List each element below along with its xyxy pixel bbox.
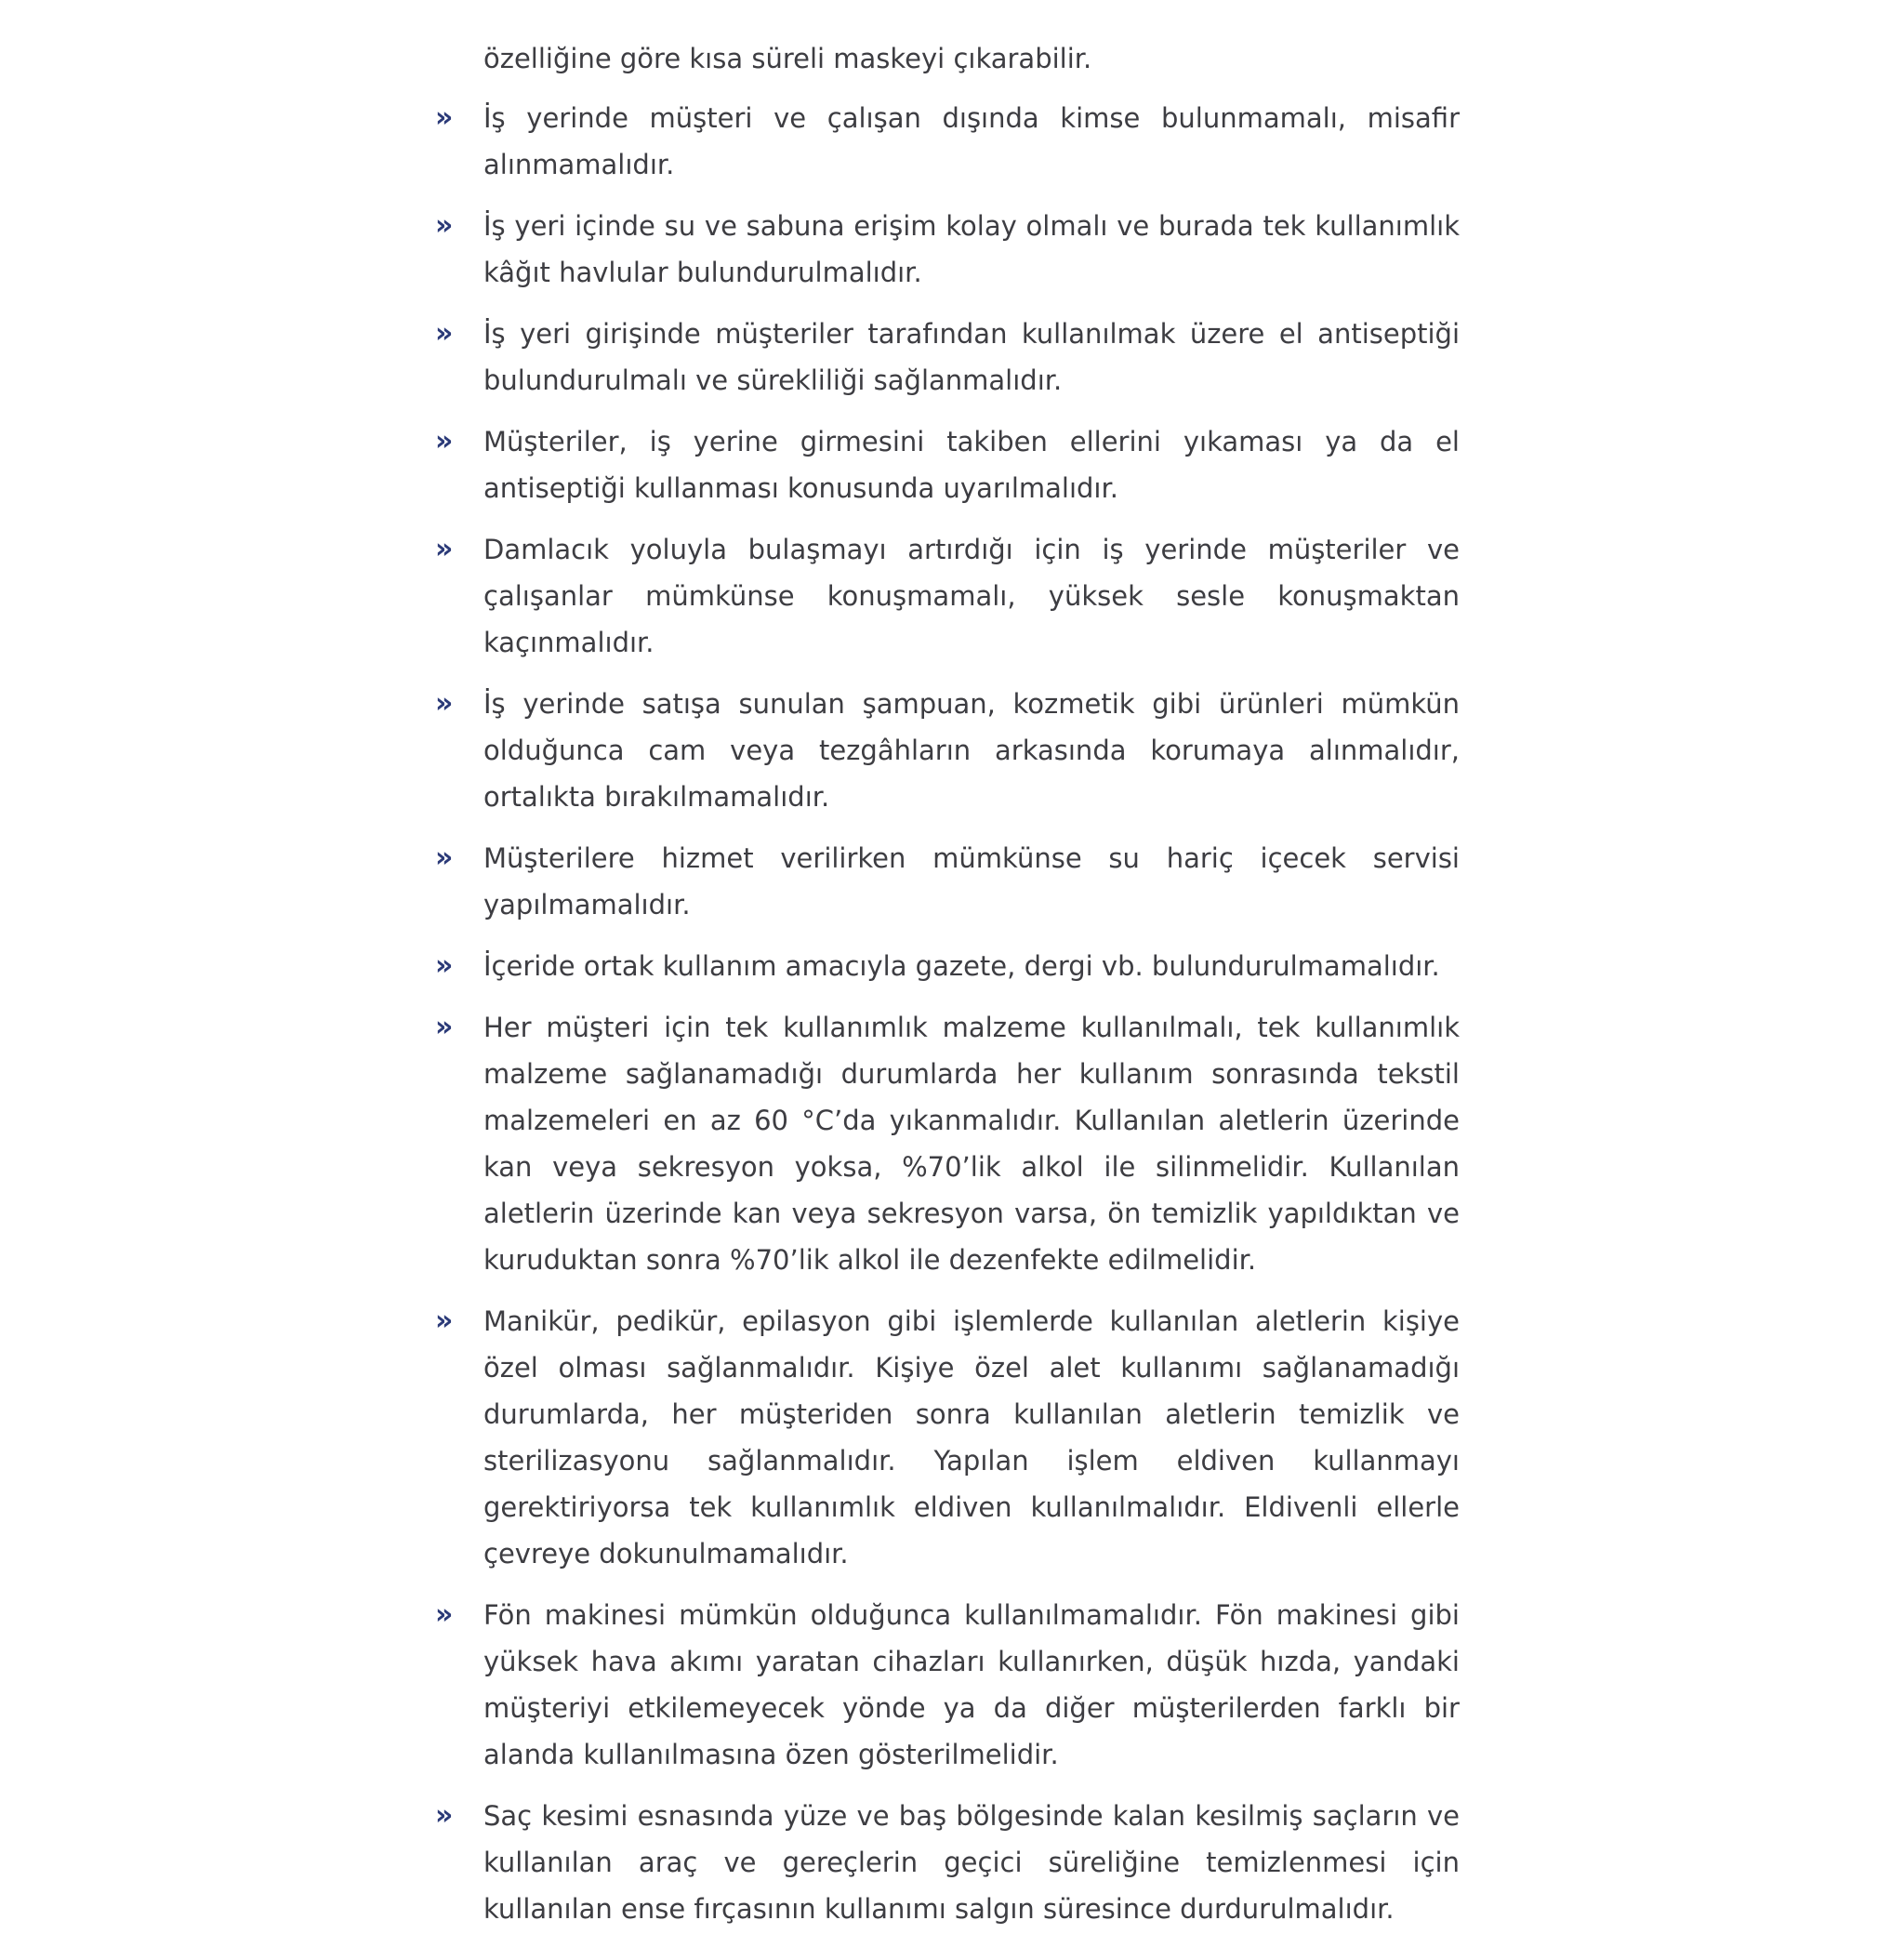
list-item-text: Damlacık yoluyla bulaşmayı artırdığı için iş yerinde müşteriler ve çalışanlar mümkünse konuşmamalı, yüksek sesle konuşmaktan kaçınmalıdır.: [483, 534, 1460, 658]
list-item: [435, 1004, 1460, 1283]
bullet-list: [435, 95, 1460, 1932]
bullet-marker-icon: »: [435, 1011, 454, 1043]
bullet-marker-icon: »: [435, 533, 454, 565]
list-item-text: Müşteriler, iş yerine girmesini takiben ellerini yıkaması ya da el antiseptiği kullanması konusunda uyarılmalıdır.: [483, 426, 1460, 504]
bullet-marker-icon: »: [435, 101, 454, 134]
list-item: [435, 203, 1460, 296]
list-item: [435, 526, 1460, 666]
lead-paragraph: özelliğine göre kısa süreli maskeyi çıkarabilir.: [483, 43, 1092, 74]
bullet-marker-icon: »: [435, 209, 454, 242]
list-item: [435, 1793, 1460, 1932]
list-item-text: İş yeri içinde su ve sabuna erişim kolay olmalı ve burada tek kullanımlık kâğıt havlular bulundurulmalıdır.: [483, 210, 1460, 288]
bullet-marker-icon: »: [435, 687, 454, 720]
list-item-text: İş yeri girişinde müşteriler tarafından kullanılmak üzere el antiseptiği bulundurulmalı ve sürekliliği sağlanmalıdır.: [483, 318, 1460, 396]
list-item-text: Fön makinesi mümkün olduğunca kullanılmamalıdır. Fön makinesi gibi yüksek hava akımı yaratan cihazları kullanırken, düşük hızda, yandaki müşteriyi etkilemeyecek yönde ya da diğer müşterilerden farklı bir alanda kullanılmasına özen gösterilmelidir.: [483, 1599, 1460, 1770]
bullet-marker-icon: »: [435, 841, 454, 874]
list-item: [435, 1592, 1460, 1778]
list-item-text: İçeride ortak kullanım amacıyla gazete, dergi vb. bulundurulmamalıdır.: [483, 950, 1440, 982]
list-item-text: Her müşteri için tek kullanımlık malzeme kullanılmalı, tek kullanımlık malzeme sağlanamadığı durumlarda her kullanım sonrasında tekstil malzemeleri en az 60 °C’da yıkanmalıdır. Kullanılan aletlerin üzerinde kan veya sekresyon yoksa, %70’lik alkol ile silinmelidir. Kullanılan aletlerin üzerinde kan veya sekresyon varsa, ön temizlik yapıldıktan ve kuruduktan sonra %70’lik alkol ile dezenfekte edilmelidir.: [483, 1012, 1460, 1276]
bullet-marker-icon: »: [435, 425, 454, 457]
bullet-marker-icon: »: [435, 1305, 454, 1337]
list-item: [435, 418, 1460, 511]
list-item-text: İş yerinde müşteri ve çalışan dışında kimse bulunmamalı, misafir alınmamalıdır.: [483, 102, 1460, 180]
list-item-text: Müşterilere hizmet verilirken mümkünse su hariç içecek servisi yapılmamalıdır.: [483, 842, 1460, 921]
list-item: [435, 681, 1460, 820]
list-item-text: Saç kesimi esnasında yüze ve baş bölgesinde kalan kesilmiş saçların ve kullanılan araç ve gereçlerin geçici süreliğine temizlenmesi için kullanılan ense fırçasının kullanımı salgın süresince durdurulmalıdır.: [483, 1800, 1460, 1925]
bullet-marker-icon: »: [435, 949, 454, 982]
list-item: [435, 1298, 1460, 1577]
list-item-text: Manikür, pedikür, epilasyon gibi işlemlerde kullanılan aletlerin kişiye özel olması sağlanmalıdır. Kişiye özel alet kullanımı sağlanamadığı durumlarda, her müşteriden sonra kullanılan aletlerin temizlik ve sterilizasyonu sağlanmalıdır. Yapılan işlem eldiven kullanmayı gerektiriyorsa tek kullanımlık eldiven kullanılmalıdır. Eldivenli ellerle çevreye dokunulmamalıdır.: [483, 1305, 1460, 1570]
bullet-marker-icon: »: [435, 317, 454, 350]
list-item: [435, 943, 1460, 989]
bullet-marker-icon: »: [435, 1799, 454, 1832]
bullet-marker-icon: »: [435, 1598, 454, 1631]
list-item-text: İş yerinde satışa sunulan şampuan, kozmetik gibi ürünleri mümkün olduğunca cam veya tezgâhların arkasında korumaya alınmalıdır, ortalıkta bırakılmamalıdır.: [483, 688, 1460, 813]
list-item: [435, 311, 1460, 404]
list-item: [435, 95, 1460, 188]
document-page: [435, 35, 1460, 1947]
list-item: [435, 835, 1460, 928]
